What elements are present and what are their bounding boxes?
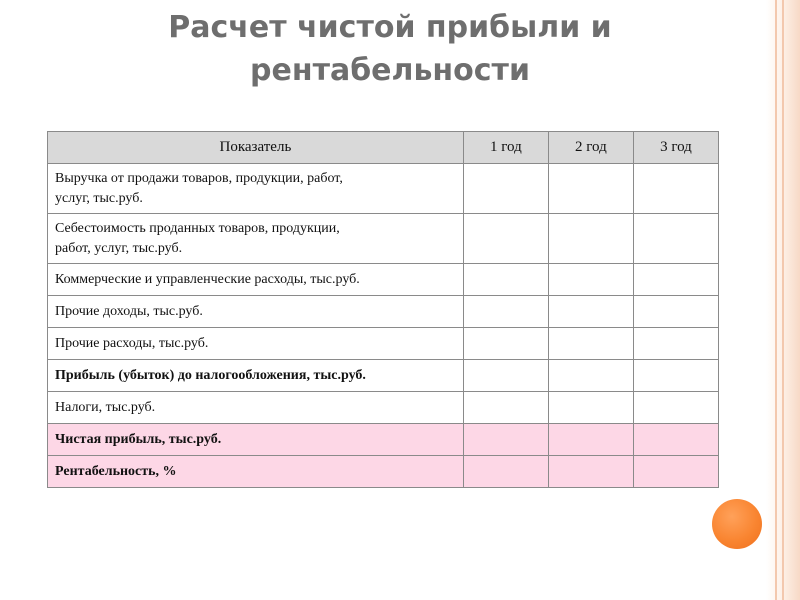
row-label-line-2: работ, услуг, тыс.руб.	[55, 240, 183, 256]
table-row-commercial-expenses	[48, 264, 719, 296]
value-cell-year-2	[548, 164, 633, 214]
row-label: Чистая прибыль, тыс.руб.	[48, 424, 464, 456]
value-cell-year-2	[548, 424, 633, 456]
value-cell-year-1	[463, 296, 548, 328]
table-row-profitability	[48, 456, 719, 488]
table-row-taxes	[48, 392, 719, 424]
row-label: Коммерческие и управленческие расходы, тыс.руб.	[48, 264, 464, 296]
value-cell-year-3	[633, 328, 718, 360]
table-row-other-income	[48, 296, 719, 328]
row-label: Прочие расходы, тыс.руб.	[48, 328, 464, 360]
column-header-indicator: Показатель	[48, 132, 464, 164]
value-cell-year-1	[463, 392, 548, 424]
table-row-other-expenses	[48, 328, 719, 360]
table-row-pretax-profit	[48, 360, 719, 392]
title-line-1: Расчет чистой прибыли и	[168, 10, 612, 45]
value-cell-year-2	[548, 392, 633, 424]
value-cell-year-3	[633, 164, 718, 214]
profit-table	[47, 131, 719, 488]
value-cell-year-3	[633, 456, 718, 488]
row-label-line-2: услуг, тыс.руб.	[55, 190, 143, 206]
table-row-net-profit	[48, 424, 719, 456]
table-row-cost-of-sales	[48, 214, 719, 264]
table-row-revenue	[48, 164, 719, 214]
row-label: Рентабельность, %	[48, 456, 464, 488]
value-cell-year-1	[463, 264, 548, 296]
row-label	[48, 164, 464, 214]
title-line-2: рентабельности	[250, 53, 530, 88]
value-cell-year-1	[463, 164, 548, 214]
value-cell-year-3	[633, 392, 718, 424]
row-label: Налоги, тыс.руб.	[48, 392, 464, 424]
value-cell-year-1	[463, 424, 548, 456]
slide-title	[130, 6, 650, 92]
value-cell-year-2	[548, 328, 633, 360]
column-header-year-1: 1 год	[463, 132, 548, 164]
value-cell-year-2	[548, 214, 633, 264]
value-cell-year-3	[633, 360, 718, 392]
value-cell-year-2	[548, 360, 633, 392]
column-header-year-3: 3 год	[633, 132, 718, 164]
frame-line	[782, 0, 784, 600]
value-cell-year-1	[463, 456, 548, 488]
value-cell-year-2	[548, 296, 633, 328]
row-label: Прочие доходы, тыс.руб.	[48, 296, 464, 328]
value-cell-year-1	[463, 328, 548, 360]
value-cell-year-3	[633, 296, 718, 328]
orange-circle-decoration	[712, 499, 762, 549]
row-label: Прибыль (убыток) до налогообложения, тыс.руб.	[48, 360, 464, 392]
row-label	[48, 214, 464, 264]
value-cell-year-3	[633, 214, 718, 264]
value-cell-year-3	[633, 424, 718, 456]
value-cell-year-3	[633, 264, 718, 296]
frame-line	[775, 0, 777, 600]
row-label-line-1: Выручка от продажи товаров, продукции, работ,	[55, 170, 343, 186]
value-cell-year-2	[548, 456, 633, 488]
value-cell-year-1	[463, 214, 548, 264]
column-header-year-2: 2 год	[548, 132, 633, 164]
table-header-row	[48, 132, 719, 164]
value-cell-year-1	[463, 360, 548, 392]
row-label-line-1: Себестоимость проданных товаров, продукции,	[55, 220, 340, 236]
value-cell-year-2	[548, 264, 633, 296]
